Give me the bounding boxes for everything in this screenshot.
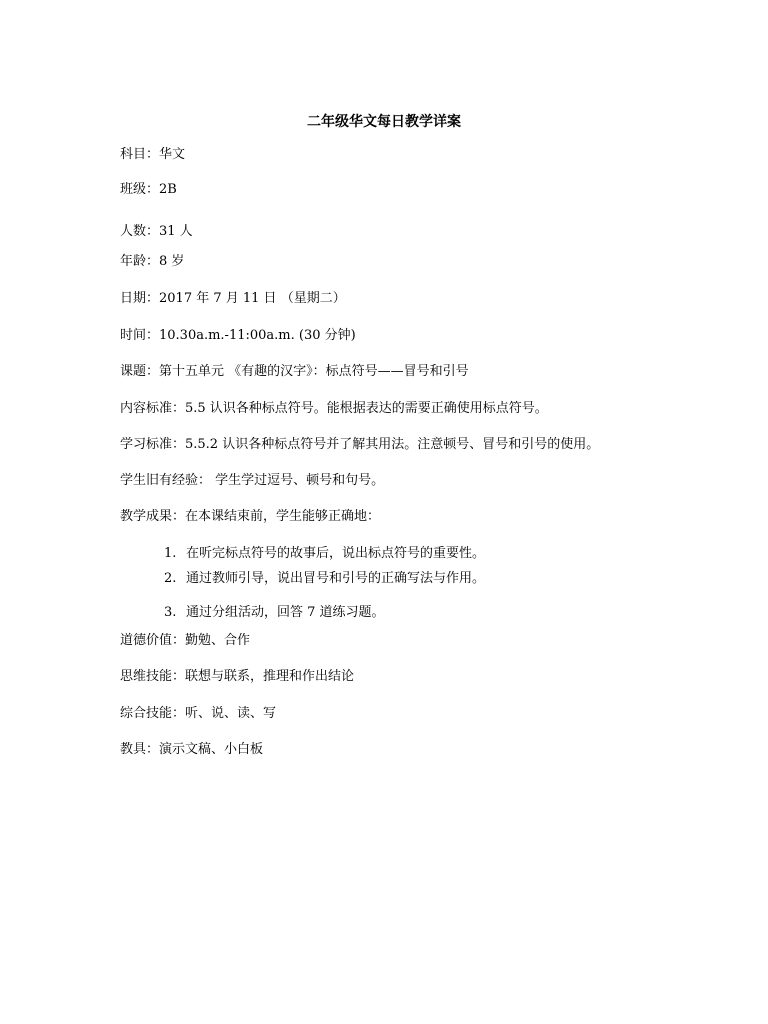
materials-line: 教具：演示文稿、小白板 [120,742,264,757]
age-line: 年龄：8 岁 [120,254,185,269]
time-line: 时间：10.30a.m.-11:00a.m. (30 分钟) [120,328,356,343]
objective-item [164,545,485,563]
student-count-line: 人数：31 人 [120,224,193,239]
objective-item [164,604,385,622]
objective-number: 2. [164,571,177,586]
page-title: 二年级华文每日教学详案 [307,114,461,130]
objective-text: 通过分组活动，回答 7 道练习题。 [186,605,385,620]
outcomes-heading: 教学成果：在本课结束前，学生能够正确地： [120,509,381,524]
subject-line: 科目：华文 [120,147,186,162]
prior-knowledge-line: 学生旧有经验： 学生学过逗号、顿号和句号。 [120,473,385,488]
objective-number: 1. [164,546,177,561]
date-line: 日期：2017 年 7 月 11 日 （星期二） [120,291,346,306]
learning-standard-line: 学习标准：5.5.2 认识各种标点符号并了解其用法。注意顿号、冒号和引号的使用。 [120,437,600,452]
objective-text: 在听完标点符号的故事后，说出标点符号的重要性。 [186,546,486,561]
moral-values-line: 道德价值：勤勉、合作 [120,633,251,648]
objective-item [164,570,485,588]
content-standard-line: 内容标准：5.5 认识各种标点符号。能根据表达的需要正确使用标点符号。 [120,401,548,416]
integrated-skills-line: 综合技能：听、说、读、写 [120,706,277,721]
topic-line: 课题：第十五单元 《有趣的汉字》：标点符号——冒号和引号 [120,364,469,379]
thinking-skills-line: 思维技能：联想与联系，推理和作出结论 [120,669,355,684]
class-line: 班级：2B [120,182,177,197]
objective-number: 3. [164,605,177,620]
objective-text: 通过教师引导，说出冒号和引号的正确写法与作用。 [186,571,486,586]
